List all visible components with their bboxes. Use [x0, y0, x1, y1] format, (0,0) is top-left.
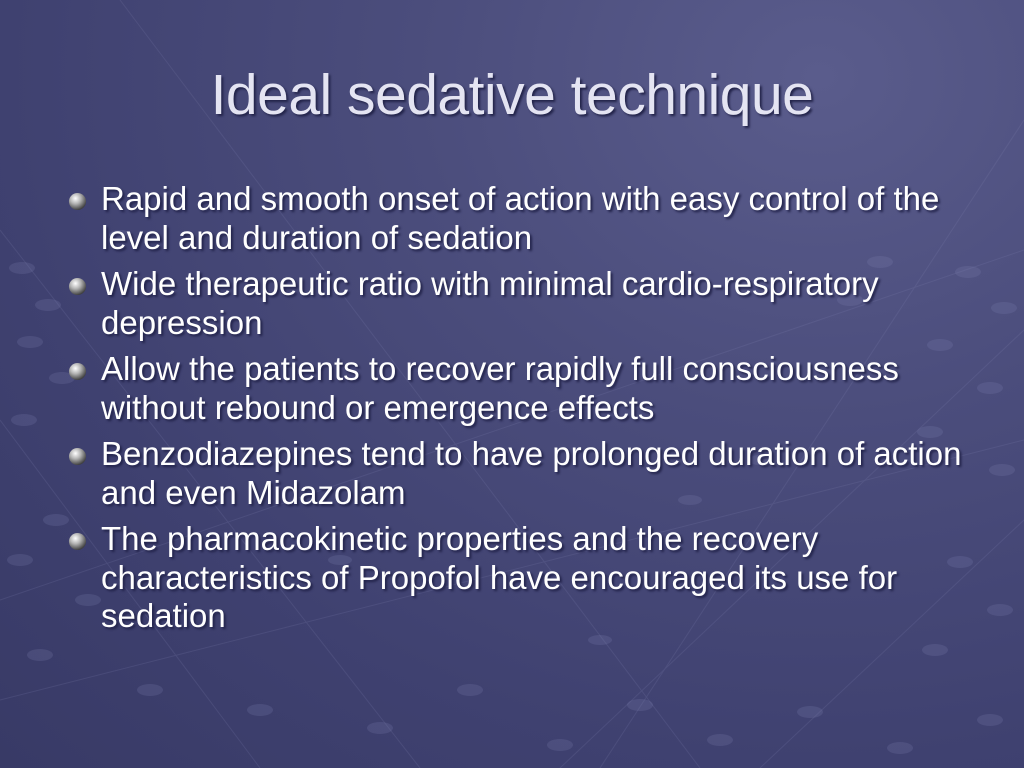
bullet-text: Benzodiazepines tend to have prolonged duration of action and even Midazolam [101, 435, 962, 511]
sphere-bullet-icon [68, 362, 87, 381]
bullet-list [66, 180, 991, 644]
bullet-item [66, 435, 991, 512]
bullet-item [66, 180, 991, 257]
bullet-text: Allow the patients to recover rapidly full consciousness without rebound or emergence effects [101, 350, 899, 426]
bullet-item [66, 520, 991, 636]
bullet-text: The pharmacokinetic properties and the recovery characteristics of Propofol have encouraged its use for sedation [101, 520, 898, 634]
bullet-item [66, 350, 991, 427]
bullet-text: Rapid and smooth onset of action with easy control of the level and duration of sedation [101, 180, 940, 256]
bullet-text: Wide therapeutic ratio with minimal cardio-respiratory depression [101, 265, 879, 341]
sphere-bullet-icon [68, 192, 87, 211]
bullet-item [66, 265, 991, 342]
sphere-bullet-icon [68, 277, 87, 296]
sphere-bullet-icon [68, 532, 87, 551]
slide-title: Ideal sedative technique [210, 63, 814, 127]
sphere-bullet-icon [68, 447, 87, 466]
